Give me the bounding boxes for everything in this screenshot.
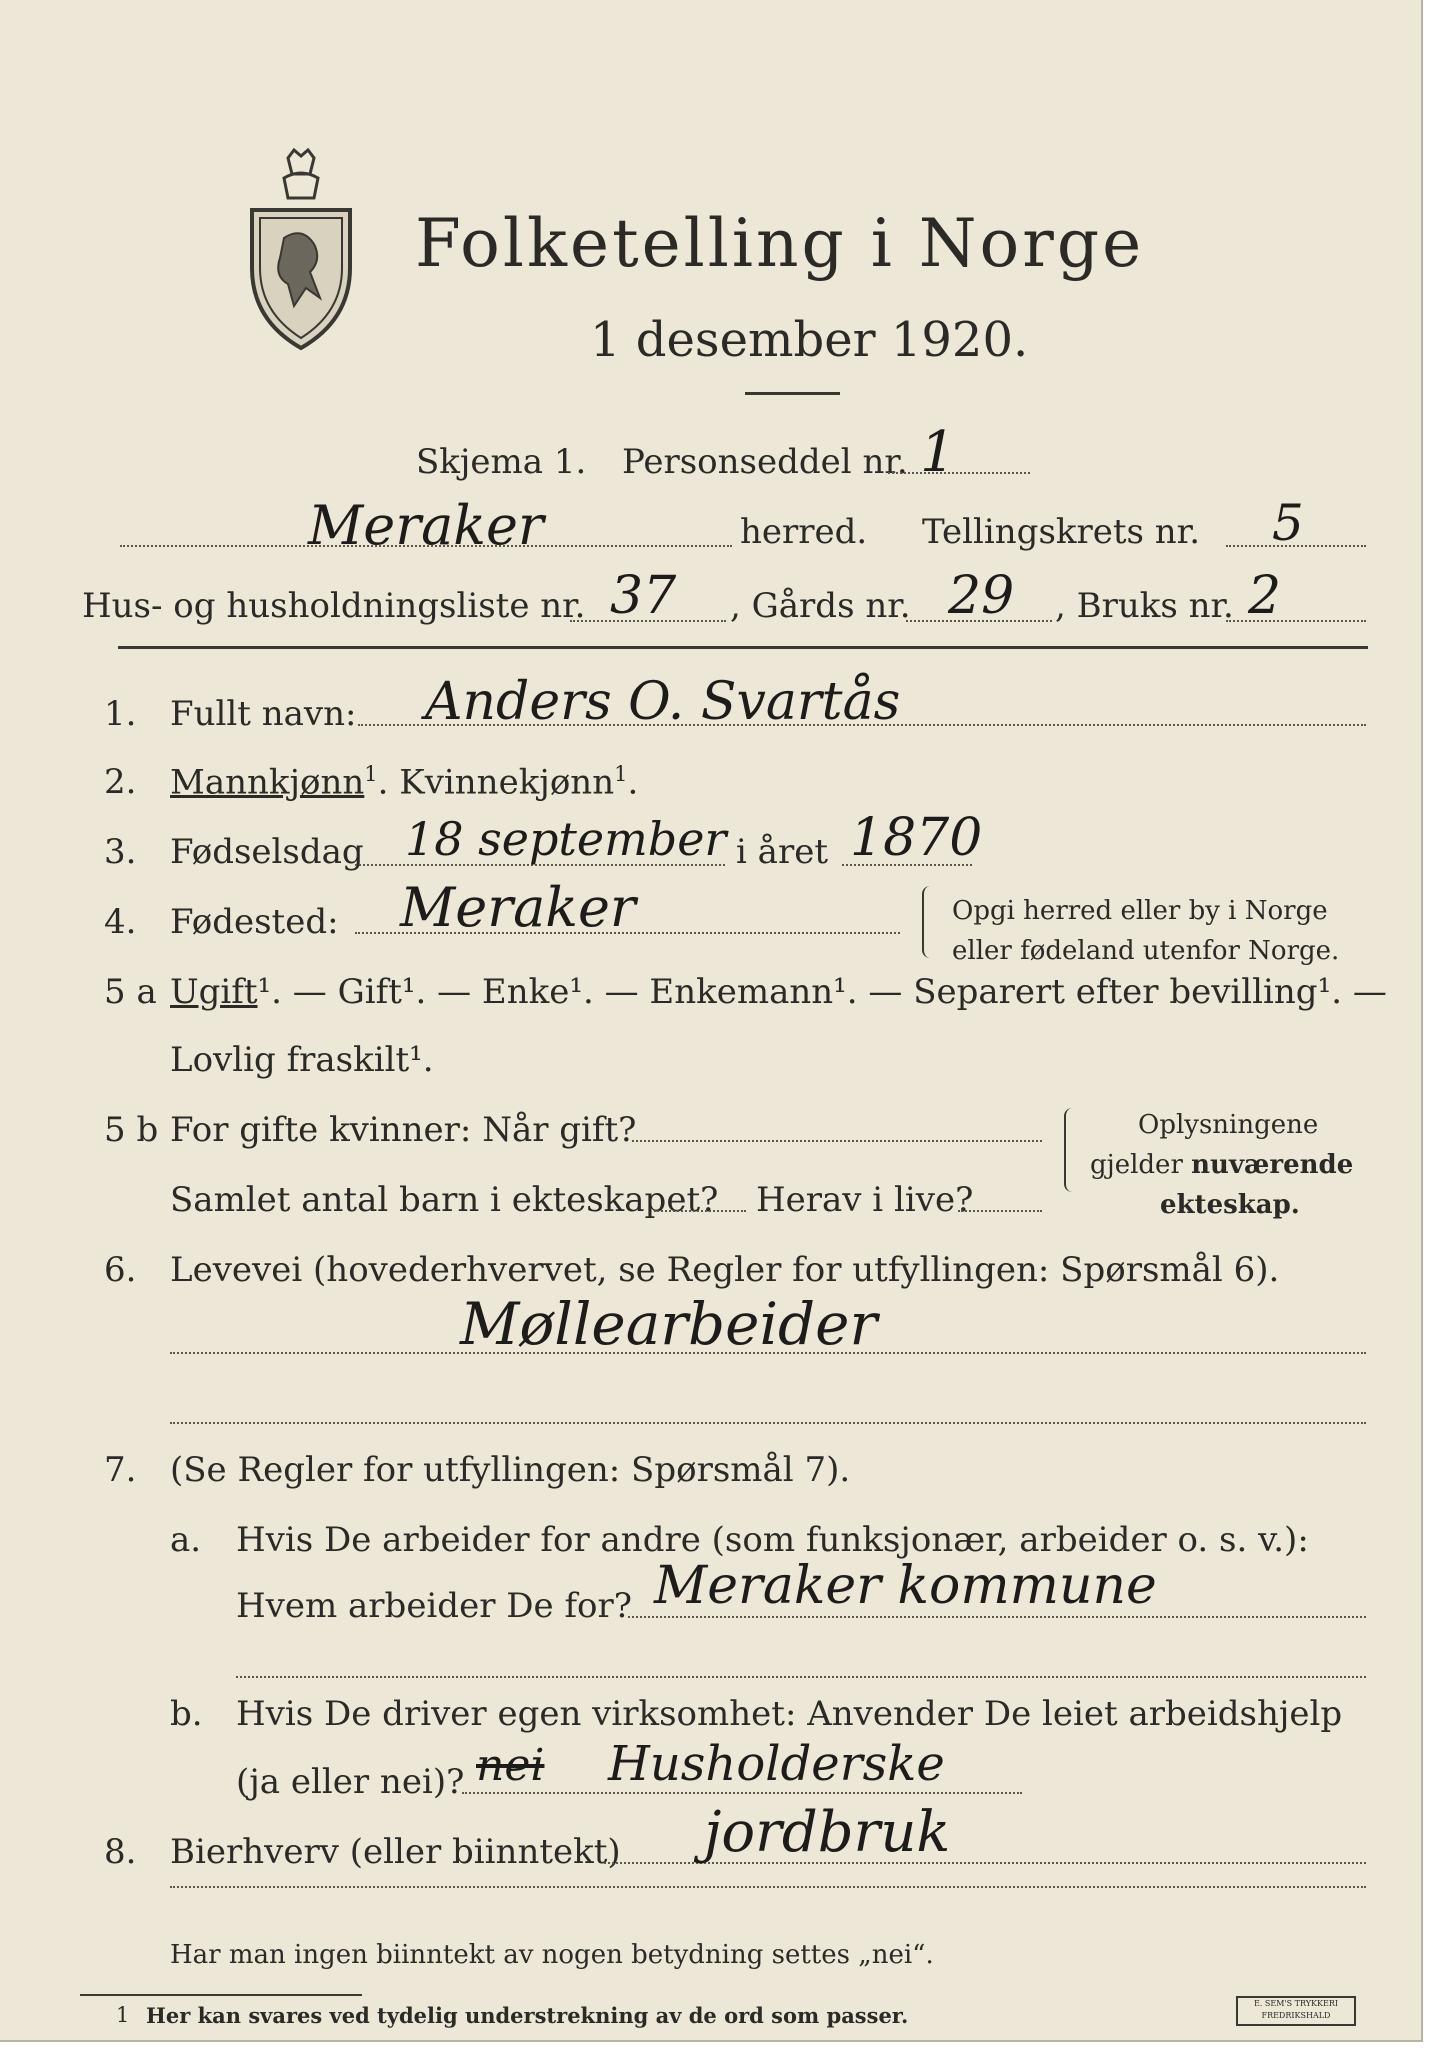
hus-label: Hus- og husholdningsliste nr. bbox=[82, 586, 586, 626]
married-when-line bbox=[632, 1140, 1042, 1142]
footnote-number: 1 bbox=[116, 2003, 130, 2027]
q7a-line-2 bbox=[236, 1676, 1366, 1678]
children-line bbox=[654, 1210, 746, 1212]
gender-options bbox=[170, 762, 638, 802]
q2-number: 2. bbox=[104, 762, 137, 802]
marital-ugift-option: Ugift bbox=[170, 972, 258, 1012]
full-name-value: Anders O. Svartås bbox=[425, 672, 901, 732]
birth-year-value: 1870 bbox=[850, 808, 983, 868]
marital-status-options bbox=[170, 972, 1387, 1012]
tellingskrets-label: Tellingskrets nr. bbox=[922, 512, 1201, 552]
footnote-marker: 1 bbox=[364, 762, 378, 786]
q5b-children-label: Samlet antal barn i ekteskapet? bbox=[170, 1180, 719, 1220]
q3-label: Fødselsdag bbox=[170, 832, 364, 872]
q6-number: 6. bbox=[104, 1250, 137, 1290]
header-rule bbox=[118, 646, 1368, 649]
census-date: 1 desember 1920. bbox=[590, 312, 1029, 368]
gender-female-option: Kvinnekjønn bbox=[399, 762, 615, 803]
personseddel-value: 1 bbox=[920, 420, 956, 485]
q7b-number: b. bbox=[170, 1694, 203, 1734]
q7b-text: Hvis De driver egen virksomhet: Anvender De leiet arbeidshjelp bbox=[236, 1694, 1343, 1734]
employer-value: Meraker kommune bbox=[654, 1556, 1157, 1616]
hus-value: 37 bbox=[610, 566, 677, 626]
tellingskrets-value: 5 bbox=[1272, 494, 1304, 552]
herav-label: Herav i live? bbox=[756, 1180, 974, 1220]
q3-number: 3. bbox=[104, 832, 137, 872]
gards-label: , Gårds nr. bbox=[730, 586, 911, 626]
bruks-label: , Bruks nr. bbox=[1055, 586, 1234, 626]
gender-male-option: Mannkjønn bbox=[170, 762, 365, 803]
birthplace-value: Meraker bbox=[400, 876, 636, 939]
coat-of-arms-icon bbox=[244, 148, 358, 354]
bruks-line bbox=[1226, 620, 1366, 622]
alive-line bbox=[958, 1210, 1042, 1212]
title-divider bbox=[745, 392, 840, 395]
q4-number: 4. bbox=[104, 902, 137, 942]
marital-other-options: ¹. — Gift¹. — Enke¹. — Enkemann¹. — Separert efter bevilling¹. — bbox=[257, 972, 1387, 1012]
q6-line-2 bbox=[170, 1422, 1366, 1424]
personseddel-line bbox=[888, 472, 1030, 474]
q5b-label: For gifte kvinner: Når gift? bbox=[170, 1110, 637, 1150]
footnote-rule bbox=[80, 1994, 362, 1996]
q4-brace bbox=[922, 886, 936, 958]
birthplace-note-1: Opgi herred eller by i Norge bbox=[952, 896, 1328, 926]
printer-stamp: E. SEM'S TRYKKERI FREDRIKSHALD bbox=[1236, 1996, 1356, 2026]
birthplace-note-2: eller fødeland utenfor Norge. bbox=[952, 936, 1340, 966]
q8-number: 8. bbox=[104, 1832, 137, 1872]
footnote-marker: 1 bbox=[614, 762, 628, 786]
q6-label: Levevei (hovederhvervet, se Regler for utfyllingen: Spørsmål 6). bbox=[170, 1250, 1280, 1290]
herred-label: herred. bbox=[740, 512, 868, 552]
gender-separator: . bbox=[377, 762, 389, 803]
birthday-value: 18 september bbox=[405, 812, 727, 866]
q8-label: Bierhverv (eller biinntekt) bbox=[170, 1832, 621, 1872]
q7-label: (Se Regler for utfyllingen: Spørsmål 7). bbox=[170, 1450, 851, 1490]
q4-label: Fødested: bbox=[170, 902, 339, 942]
skjema-label: Skjema 1. bbox=[416, 442, 587, 482]
q5b-note-1: Oplysningene bbox=[1138, 1110, 1319, 1140]
q7a-number: a. bbox=[170, 1520, 202, 1560]
marital-fraskilt-option: Lovlig fraskilt¹. bbox=[170, 1040, 434, 1080]
q6-line-1 bbox=[170, 1352, 1366, 1354]
aret-label: i året bbox=[736, 832, 828, 872]
side-income-note: Har man ingen biinntekt av nogen betydning settes „nei“. bbox=[170, 1940, 934, 1970]
gards-value: 29 bbox=[948, 566, 1015, 626]
q5b-note-2a: gjelder bbox=[1090, 1150, 1183, 1180]
bruks-value: 2 bbox=[1248, 566, 1282, 626]
q5b-number: 5 b bbox=[104, 1110, 159, 1150]
herred-value: Meraker bbox=[308, 494, 544, 557]
footnote-text: Her kan svares ved tydelig understrekning av de ord som passer. bbox=[146, 2003, 909, 2028]
q1-number: 1. bbox=[104, 694, 137, 734]
q7-number: 7. bbox=[104, 1450, 137, 1490]
q5a-number: 5 a bbox=[104, 972, 157, 1012]
hired-help-struck-value: nei bbox=[476, 1740, 545, 1791]
q5b-brace bbox=[1064, 1108, 1078, 1192]
q1-label: Fullt navn: bbox=[170, 694, 357, 734]
gender-end: . bbox=[627, 762, 639, 803]
form-title: Folketelling i Norge bbox=[415, 205, 1145, 282]
side-income-value: jordbruk bbox=[704, 1800, 951, 1865]
q5b-note-2b: nuværende bbox=[1191, 1150, 1354, 1180]
personseddel-label: Personseddel nr. bbox=[622, 442, 908, 482]
hired-help-line bbox=[462, 1792, 1022, 1794]
q8-line-2 bbox=[170, 1886, 1366, 1888]
employer-line bbox=[628, 1616, 1366, 1618]
q7a-question: Hvem arbeider De for? bbox=[236, 1586, 632, 1626]
hired-help-value: Husholderske bbox=[608, 1736, 945, 1792]
occupation-value: Møllearbeider bbox=[460, 1290, 878, 1358]
q7a-text: Hvis De arbeider for andre (som funksjonær, arbeider o. s. v.): bbox=[236, 1520, 1309, 1560]
q7b-question: (ja eller nei)? bbox=[236, 1762, 465, 1802]
q5b-note-3: ekteskap. bbox=[1160, 1190, 1300, 1220]
